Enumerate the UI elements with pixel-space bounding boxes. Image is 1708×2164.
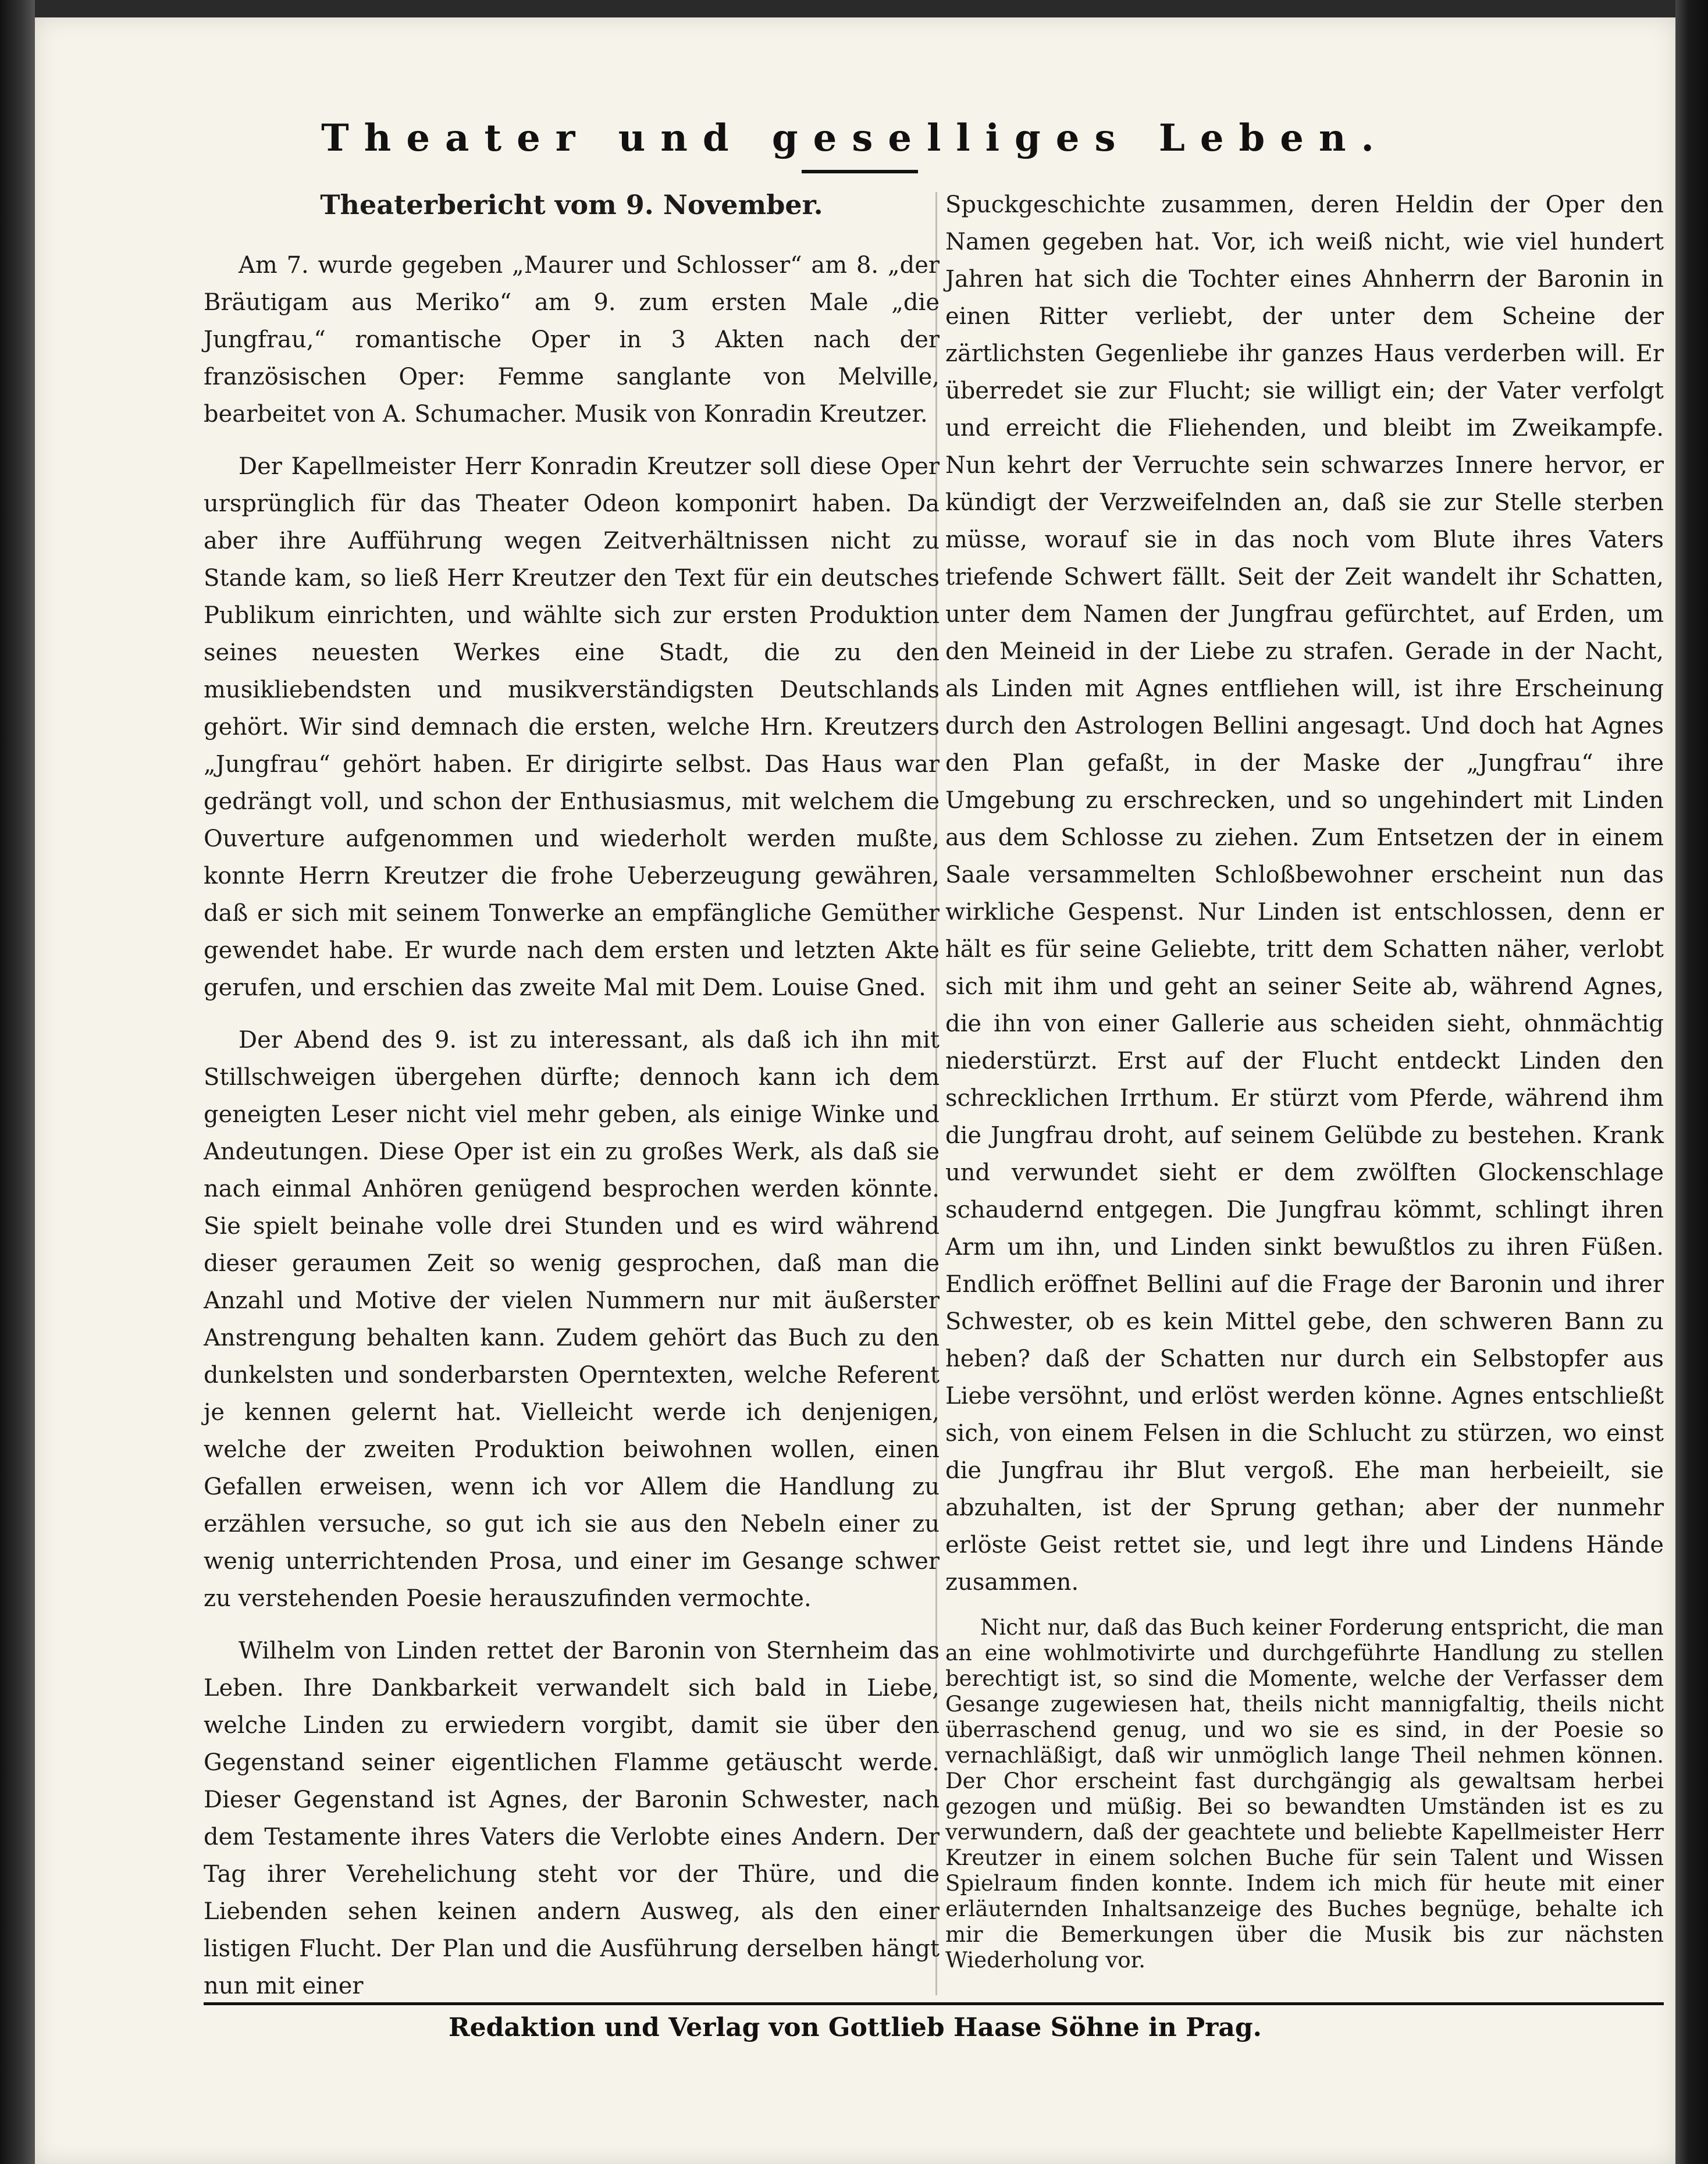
article-title: Theaterbericht vom 9. November.	[320, 189, 823, 220]
paragraph: Nicht nur, daß das Buch keiner Forderung entspricht, die man an eine wohlmotivirte und durchgeführte Handlung zu stellen berechtigt ist, so sind die Momente, welche der Verfasser dem Gesange zugewiesen hat, theils nicht mannigfaltig, theils nicht überraschend genug, und wo sie es sind, in der Poesie so vernachläßigt, daß wir unmöglich lange Theil nehmen können. Der Chor erscheint fast durchgängig als gewaltsam herbei gezogen und müßig. Bei so bewandten Umständen ist es zu verwundern, daß der geachtete und beliebte Kapellmeister Herr Kreutzer in einem solchen Buche für sein Talent und Wissen Spielraum finden konnte. Indem ich mich für heute mit einer erläuternden Inhaltsanzeige des Buches begnüge, behalte ich mir die Bemerkungen über die Musik bis zur nächsten Wiederholung vor.	[945, 1615, 1664, 1973]
paragraph: Der Abend des 9. ist zu interessant, als daß ich ihn mit Stillschweigen übergehen dürfte; dennoch kann ich dem geneigten Leser nicht viel mehr geben, als einige Winke und Andeutungen. Diese Oper ist ein zu großes Werk, als daß sie nach einmal Anhören genügend besprochen werden könnte. Sie spielt beinahe volle drei Stunden und es wird während dieser geraumen Zeit so wenig gesprochen, daß man die Anzahl und Motive der vielen Nummern nur mit äußerster Anstrengung behalten kann. Zudem gehört das Buch zu den dunkelsten und sonderbarsten Operntexten, welche Referent je kennen gelernt hat. Vielleicht werde ich denjenigen, welche der zweiten Produktion beiwohnen wollen, einen Gefallen erweisen, wenn ich vor Allem die Handlung zu erzählen versuche, so gut ich sie aus den Nebeln einer zu wenig unterrichtenden Prosa, und einer im Gesange schwer zu verstehenden Poesie herauszufinden vermochte.	[204, 1027, 940, 1612]
left-column	[204, 186, 940, 2020]
section-masthead: Theater und geselliges Leben.	[321, 116, 1389, 160]
newspaper-page	[35, 17, 1675, 2164]
paragraph: Wilhelm von Linden rettet der Baronin von Sternheim das Leben. Ihre Dankbarkeit verwandelt sich bald in Liebe, welche Linden zu erwiedern vorgibt, damit sie über den Gegenstand seiner eigentlichen Flamme getäuscht werde. Dieser Gegenstand ist Agnes, der Baronin Schwester, nach dem Testamente ihres Vaters die Verlobte eines Andern. Der Tag ihrer Verehelichung steht vor der Thüre, und die Liebenden sehen keinen andern Ausweg, als den einer listigen Flucht. Der Plan und die Ausführung derselben hängt nun mit einer	[204, 1638, 940, 1999]
right-column	[945, 186, 1664, 1988]
paragraph: Der Kapellmeister Herr Konradin Kreutzer soll diese Oper ursprünglich für das Theater Odeon komponirt haben. Da aber ihre Aufführung wegen Zeitverhältnissen nicht zu Stande kam, so ließ Herr Kreutzer den Text für ein deutsches Publikum einrichten, und wählte sich zur ersten Produktion seines neuesten Werkes eine Stadt, die zu den musikliebendsten und musikverständigsten Deutschlands gehört. Wir sind demnach die ersten, welche Hrn. Kreutzers „Jungfrau“ gehört haben. Er dirigirte selbst. Das Haus war gedrängt voll, und schon der Enthusiasmus, mit welchem die Ouverture aufgenommen und wiederholt werden mußte, konnte Herrn Kreutzer die frohe Ueberzeugung gewähren, daß er sich mit seinem Tonwerke an empfängliche Gemüther gewendet habe. Er wurde nach dem ersten und letzten Akte gerufen, und erschien das zweite Mal mit Dem. Louise Gned.	[204, 453, 940, 1001]
scan-edge-left	[0, 0, 35, 2164]
scan-edge-right	[1675, 0, 1708, 2164]
footer-rule	[204, 2002, 1664, 2005]
publisher-footer: Redaktion und Verlag von Gottlieb Haase Söhne in Prag.	[449, 2013, 1262, 2042]
masthead-rule	[802, 170, 918, 173]
paragraph: Spuckgeschichte zusammen, deren Heldin der Oper den Namen gegeben hat. Vor, ich weiß nicht, wie viel hundert Jahren hat sich die Tochter eines Ahnherrn der Baronin in einen Ritter verliebt, der unter dem Scheine der zärtlichsten Gegenliebe ihr ganzes Haus verderben will. Er überredet sie zur Flucht; sie willigt ein; der Vater verfolgt und erreicht die Fliehenden, und bleibt im Zweikampfe. Nun kehrt der Verruchte sein schwarzes Innere hervor, er kündigt der Verzweifelnden an, daß sie zur Stelle sterben müsse, worauf sie in das noch vom Blute ihres Vaters triefende Schwert fällt. Seit der Zeit wandelt ihr Schatten, unter dem Namen der Jungfrau gefürchtet, auf Erden, um den Meineid in der Liebe zu strafen. Gerade in der Nacht, als Linden mit Agnes entfliehen will, ist ihre Erscheinung durch den Astrologen Bellini angesagt. Und doch hat Agnes den Plan gefaßt, in der Maske der „Jungfrau“ ihre Umgebung zu erschrecken, und so ungehindert mit Linden aus dem Schlosse zu ziehen. Zum Entsetzen der in einem Saale versammelten Schloßbewohner erscheint nun das wirkliche Gespenst. Nur Linden ist entschlossen, denn er hält es für seine Geliebte, tritt dem Schatten näher, verlobt sich mit ihm und geht an seiner Seite ab, während Agnes, die ihn von einer Gallerie aus scheiden sieht, ohnmächtig niederstürzt. Erst auf der Flucht entdeckt Linden den schrecklichen Irrthum. Er stürzt vom Pferde, während ihm die Jungfrau droht, auf seinem Gelübde zu bestehen. Krank und verwundet sieht er dem zwölften Glockenschlage schaudernd entgegen. Die Jungfrau kömmt, schlingt ihren Arm um ihn, und Linden sinkt bewußtlos zu ihren Füßen. Endlich eröffnet Bellini auf die Frage der Baronin und ihrer Schwester, ob es kein Mittel gebe, den schweren Bann zu heben? daß der Schatten nur durch ein Selbstopfer aus Liebe versöhnt, und erlöst werden könne. Agnes entschließt sich, von einem Felsen in die Schlucht zu stürzen, wo einst die Jungfrau ihr Blut vergoß. Ehe man herbeieilt, sie abzuhalten, ist der Sprung gethan; aber der nunmehr erlöste Geist rettet sie, und legt ihre und Lindens Hände zusammen.	[945, 191, 1664, 1596]
paragraph: Am 7. wurde gegeben „Maurer und Schlosser“ am 8. „der Bräutigam aus Meriko“ am 9. zum ersten Male „die Jungfrau,“ romantische Oper in 3 Akten nach der französischen Oper: Femme sanglante von Melville, bearbeitet von A. Schumacher. Musik von Konradin Kreutzer.	[204, 252, 940, 428]
